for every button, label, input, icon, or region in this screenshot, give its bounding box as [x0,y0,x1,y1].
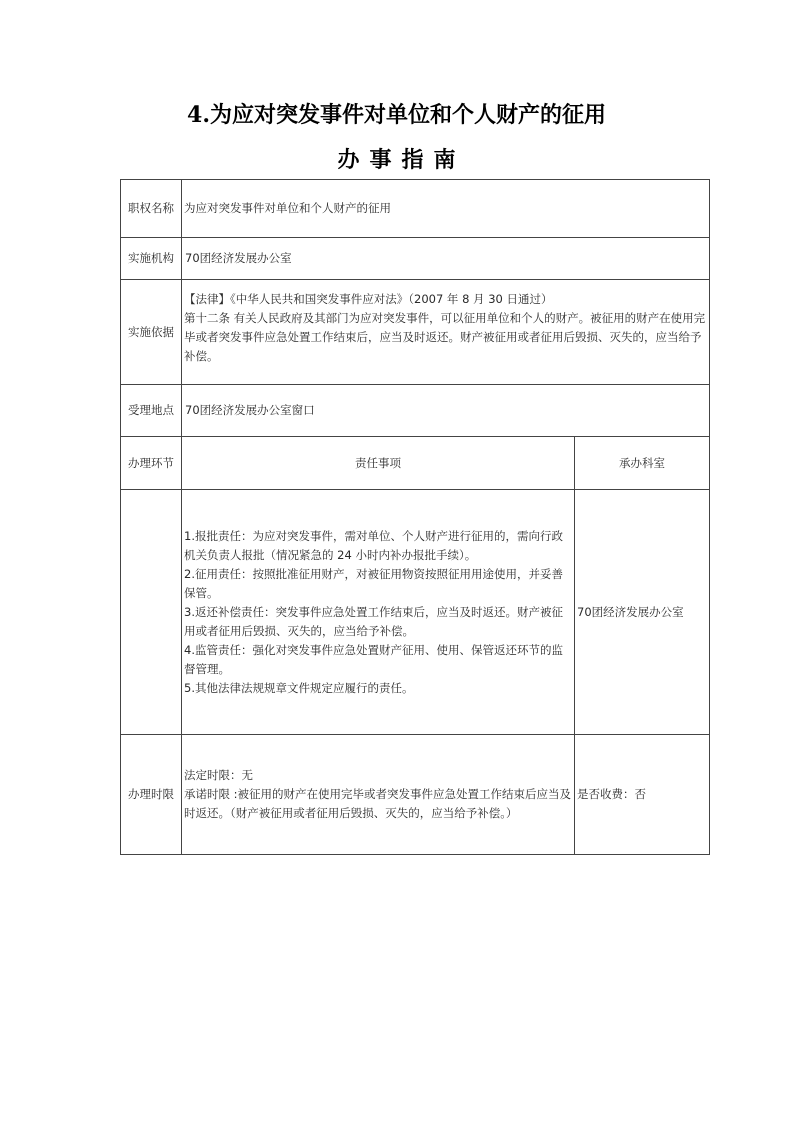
process-department: 70团经济发展办公室 [575,490,710,735]
process-item: 5.其他法律法规规章文件规定应履行的责任。 [184,680,414,695]
time-limit-promised: 承诺时限 :被征用的财产在使用完毕或者突发事件应急处置工作结束后应当及时返还。（财产被征用或者征用后毁损、灭失的，应当给予补偿。） [184,787,572,820]
time-limit-legal: 法定时限：无 [184,768,253,782]
process-items [182,490,575,735]
label-time-limit: 办理时限 [121,735,182,855]
process-empty-label [121,490,182,735]
fee-status: 是否收费：否 [575,735,710,855]
value-location: 70团经济发展办公室窗口 [182,385,710,437]
row-process-header [121,437,710,490]
header-responsibility: 责任事项 [182,437,575,490]
row-basis [121,280,710,385]
label-location: 受理地点 [121,385,182,437]
process-item: 3.返还补偿责任：突发事件应急处置工作结束后，应当及时返还。财产被征用或者征用后毁损、灭失的，应当给予补偿。 [184,604,563,638]
row-location [121,385,710,437]
label-agency: 实施机构 [121,238,182,280]
document-title: 4.为应对突发事件对单位和个人财产的征用 [187,102,606,128]
process-item: 1.报批责任：为应对突发事件，需对单位、个人财产进行征用的，需向行政机关负责人报批（情况紧急的 24 小时内补办报批手续）。 [184,528,563,562]
basis-law-title: 【法律】《中华人民共和国突发事件应对法》（2007 年 8 月 30 日通过） [184,292,553,306]
document-subtitle: 办事指南 [337,147,466,173]
row-agency [121,238,710,280]
value-agency: 70团经济发展办公室 [182,238,710,280]
row-process [121,490,710,735]
value-basis [182,280,710,385]
guide-table [120,179,710,855]
label-process: 办理环节 [121,437,182,490]
label-basis: 实施依据 [121,280,182,385]
process-item: 2.征用责任：按照批准征用财产，对被征用物资按照征用用途使用，并妥善保管。 [184,566,563,600]
process-item: 4.监管责任：强化对突发事件应急处置财产征用、使用、保管返还环节的监督管理。 [184,642,563,676]
basis-article: 第十二条 有关人民政府及其部门为应对突发事件，可以征用单位和个人的财产。被征用的财产在使用完毕或者突发事件应急处置工作结束后，应当及时返还。财产被征用或者征用后毁损、灭失的，应当给予补偿。 [184,311,706,363]
time-limit-values [182,735,575,855]
header-department: 承办科室 [575,437,710,490]
row-power-name [121,180,710,238]
label-power-name: 职权名称 [121,180,182,238]
value-power-name: 为应对突发事件对单位和个人财产的征用 [182,180,710,238]
row-time-limit [121,735,710,855]
